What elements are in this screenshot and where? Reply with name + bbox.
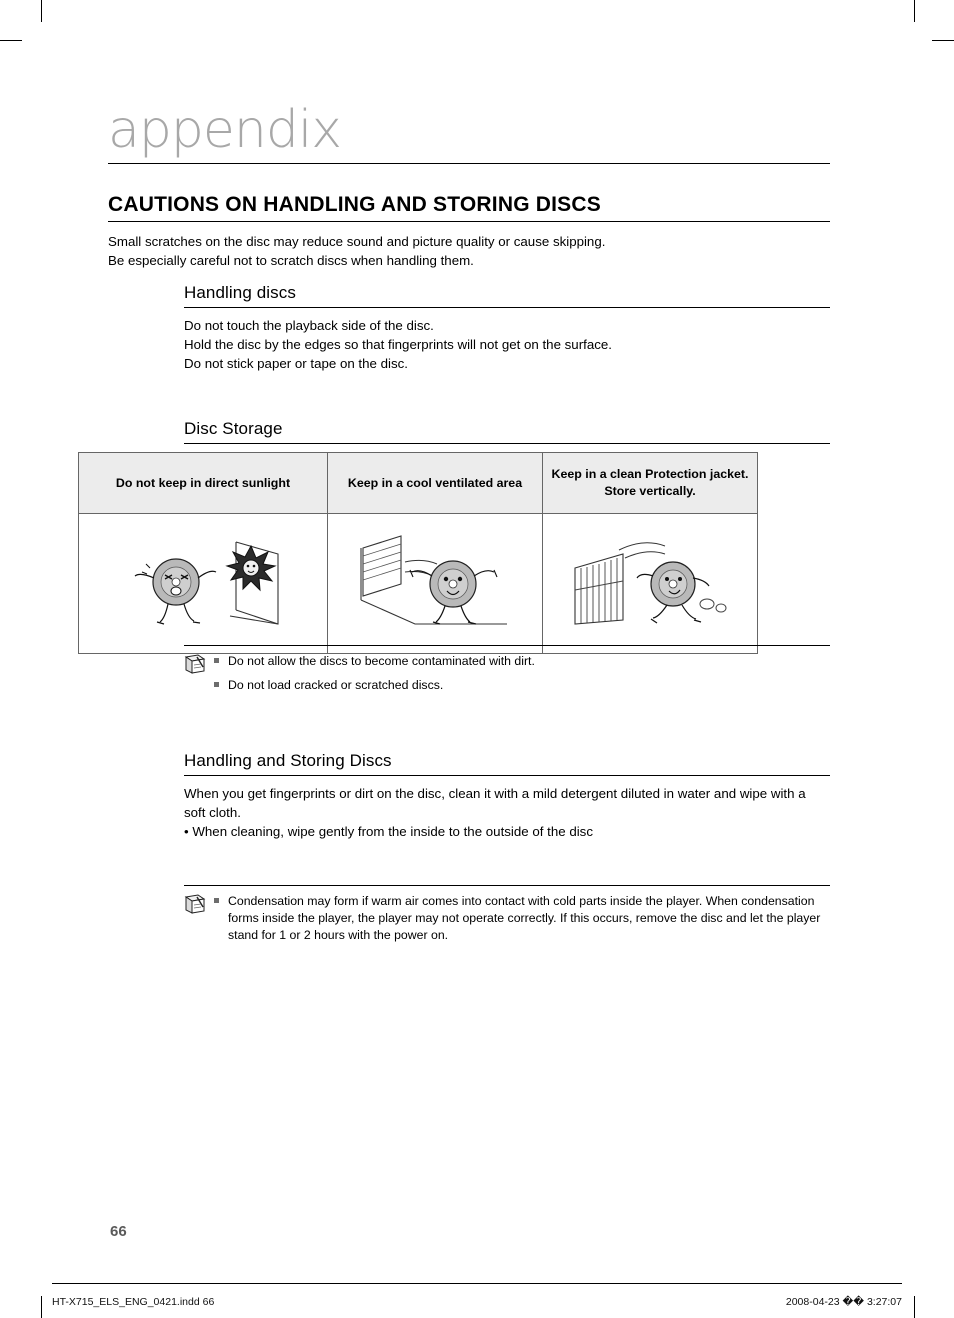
page-number: 66 (110, 1223, 127, 1240)
footer-divider (52, 1283, 902, 1284)
table-header-sunlight: Do not keep in direct sunlight (79, 453, 328, 514)
handling-storing-body (184, 784, 830, 841)
handling-storing-para-1: When you get fingerprints or dirt on the disc, clean it with a mild detergent diluted in water and wipe with a soft cloth. (184, 786, 806, 820)
crop-mark-right-top (932, 40, 954, 41)
page-content-lower (108, 0, 830, 1318)
handling-discs-line-3: Do not stick paper or tape on the disc. (184, 356, 408, 371)
note-block-1 (184, 645, 830, 694)
crop-mark-left-top (0, 40, 22, 41)
subsection-title-handling-discs: Handling discs (184, 283, 296, 302)
note-1-item-1 (214, 653, 830, 670)
note-block-2 (184, 885, 830, 944)
note-1-item-2-text: Do not load cracked or scratched discs. (228, 678, 444, 692)
subsection-title-handling-storing: Handling and Storing Discs (184, 751, 392, 770)
section-handling-storing-discs (184, 751, 830, 841)
page-title: appendix (108, 100, 342, 160)
bullet-icon (214, 658, 219, 663)
handling-storing-divider (184, 775, 830, 776)
table-header-cool-area: Keep in a cool ventilated area (328, 453, 543, 514)
note-2-items (214, 893, 830, 944)
table-header-protection-jacket: Keep in a clean Protection jacket. Store vertically. (543, 453, 758, 514)
intro-line-1: Small scratches on the disc may reduce sound and picture quality or cause skipping. (108, 234, 606, 249)
handling-storing-para-2: • When cleaning, wipe gently from the inside to the outside of the disc (184, 824, 593, 839)
crop-mark-bottom-left (41, 1296, 42, 1318)
bullet-icon (214, 898, 219, 903)
crop-mark-top-right (914, 0, 915, 22)
intro-line-2: Be especially careful not to scratch discs when handling them. (108, 253, 474, 268)
handling-discs-line-2: Hold the disc by the edges so that fingerprints will not get on the surface. (184, 337, 612, 352)
footer-filename: HT-X715_ELS_ENG_0421.indd 66 (52, 1296, 215, 1308)
bullet-icon (214, 682, 219, 687)
crop-mark-bottom-right (914, 1296, 915, 1318)
note-pencil-icon (184, 653, 214, 694)
note-1-item-1-text: Do not allow the discs to become contaminated with dirt. (228, 654, 535, 668)
section-heading-cautions: CAUTIONS ON HANDLING AND STORING DISCS (108, 193, 601, 216)
footer-timestamp: 2008-04-23 �� 3:27:07 (785, 1296, 902, 1308)
handling-discs-line-1: Do not touch the playback side of the disc. (184, 318, 434, 333)
note-2-item-1-text: Condensation may form if warm air comes into contact with cold parts inside the player. When condensation forms inside the player, the player may not operate correctly. If this occurs, remove the disc and let the player stand for 1 or 2 hours with the power on. (228, 894, 821, 942)
note-1-item-2 (214, 677, 830, 694)
note-pencil-icon (184, 893, 214, 944)
note-1-items (214, 653, 830, 694)
crop-mark-top-left (41, 0, 42, 22)
note-2-item-1 (214, 893, 830, 944)
subsection-title-disc-storage: Disc Storage (184, 419, 283, 438)
